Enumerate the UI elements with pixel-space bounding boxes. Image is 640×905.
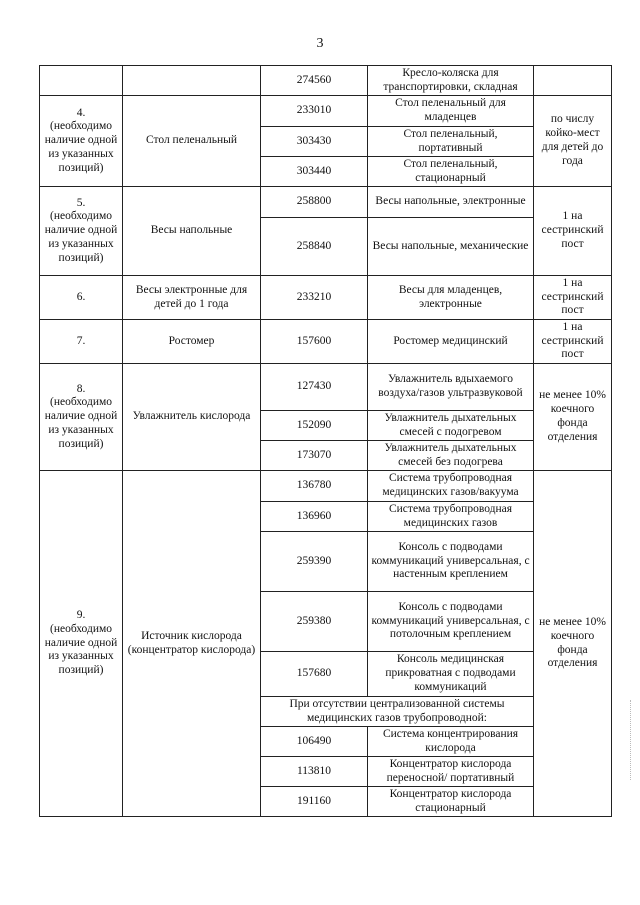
code-cell: 258840 bbox=[261, 218, 368, 276]
row-number: 9. bbox=[76, 609, 86, 621]
code-cell: 303440 bbox=[261, 157, 368, 187]
row-number-cell bbox=[40, 364, 123, 471]
table-row bbox=[40, 471, 612, 502]
device-cell: Источник кислорода (концентратор кислорода) bbox=[123, 471, 261, 817]
code-cell: 106490 bbox=[261, 727, 368, 757]
device-cell: Весы электронные для детей до 1 года bbox=[123, 276, 261, 320]
row-number-cell bbox=[40, 96, 123, 187]
name-cell: Весы для младенцев, электронные bbox=[368, 276, 534, 320]
row-number-cell: 6. bbox=[40, 276, 123, 320]
scan-edge-mark bbox=[630, 700, 634, 780]
table-row bbox=[40, 66, 612, 96]
row-number: 5. bbox=[76, 196, 86, 209]
row-number-cell bbox=[40, 471, 123, 817]
subheader-cell: При отсутствии централизованной системы медицинских газов трубопроводной: bbox=[261, 697, 534, 727]
row-note: (необходимо наличие одной из указанных позиций) bbox=[44, 622, 118, 677]
table-row bbox=[40, 276, 612, 320]
name-cell: Весы напольные, электронные bbox=[368, 187, 534, 218]
name-cell: Стол пеленальный, стационарный bbox=[368, 157, 534, 187]
name-cell: Консоль с подводами коммуникаций универсальная, с потолочным креплением bbox=[368, 592, 534, 652]
row-note: (необходимо наличие одной из указанных позиций) bbox=[44, 120, 118, 174]
quantity-cell: не менее 10% коечного фонда отделения bbox=[534, 364, 612, 471]
code-cell: 173070 bbox=[261, 441, 368, 471]
code-cell: 233210 bbox=[261, 276, 368, 320]
device-cell: Увлажнитель кислорода bbox=[123, 364, 261, 471]
code-cell: 233010 bbox=[261, 96, 368, 127]
quantity-cell bbox=[534, 66, 612, 96]
name-cell: Кресло-коляска для транспортировки, складная bbox=[368, 66, 534, 96]
code-cell: 157680 bbox=[261, 652, 368, 697]
name-cell: Система концентрирования кислорода bbox=[368, 727, 534, 757]
device-cell: Весы напольные bbox=[123, 187, 261, 276]
name-cell: Ростомер медицинский bbox=[368, 320, 534, 364]
name-cell: Стол пеленальный, портативный bbox=[368, 127, 534, 157]
table-row bbox=[40, 96, 612, 127]
table-row bbox=[40, 364, 612, 411]
name-cell: Концентратор кислорода переносной/ портативный bbox=[368, 757, 534, 787]
code-cell: 259380 bbox=[261, 592, 368, 652]
code-cell: 274560 bbox=[261, 66, 368, 96]
table-row bbox=[40, 320, 612, 364]
page-number: 3 bbox=[316, 36, 324, 51]
row-number: 8. bbox=[76, 382, 86, 395]
name-cell: Концентратор кислорода стационарный bbox=[368, 787, 534, 817]
quantity-cell: 1 на сестринский пост bbox=[534, 276, 612, 320]
code-cell: 152090 bbox=[261, 411, 368, 441]
name-cell: Увлажнитель дыхательных смесей с подогревом bbox=[368, 411, 534, 441]
row-number: 4. bbox=[76, 106, 86, 119]
table-row bbox=[40, 187, 612, 218]
code-cell: 258800 bbox=[261, 187, 368, 218]
row-note: (необходимо наличие одной из указанных позиций) bbox=[44, 210, 118, 264]
quantity-cell: не менее 10% коечного фонда отделения bbox=[534, 471, 612, 817]
row-note: (необходимо наличие одной из указанных позиций) bbox=[44, 396, 118, 450]
code-cell: 136960 bbox=[261, 502, 368, 532]
code-cell: 157600 bbox=[261, 320, 368, 364]
code-cell: 127430 bbox=[261, 364, 368, 411]
code-cell: 303430 bbox=[261, 127, 368, 157]
name-cell: Система трубопроводная медицинских газов/вакуума bbox=[368, 471, 534, 502]
code-cell: 136780 bbox=[261, 471, 368, 502]
code-cell: 113810 bbox=[261, 757, 368, 787]
name-cell: Увлажнитель вдыхаемого воздуха/газов ультразвуковой bbox=[368, 364, 534, 411]
device-cell bbox=[123, 66, 261, 96]
quantity-cell: по числу койко-мест для детей до года bbox=[534, 96, 612, 187]
device-cell: Ростомер bbox=[123, 320, 261, 364]
equipment-table bbox=[39, 65, 612, 817]
row-number-cell: 7. bbox=[40, 320, 123, 364]
name-cell: Увлажнитель дыхательных смесей без подогрева bbox=[368, 441, 534, 471]
name-cell: Консоль с подводами коммуникаций универсальная, с настенным креплением bbox=[368, 532, 534, 592]
name-cell: Система трубопроводная медицинских газов bbox=[368, 502, 534, 532]
row-number-cell bbox=[40, 187, 123, 276]
row-number-cell bbox=[40, 66, 123, 96]
quantity-cell: 1 на сестринский пост bbox=[534, 320, 612, 364]
code-cell: 259390 bbox=[261, 532, 368, 592]
device-cell: Стол пеленальный bbox=[123, 96, 261, 187]
quantity-cell: 1 на сестринский пост bbox=[534, 187, 612, 276]
name-cell: Консоль медицинская прикроватная с подводами коммуникаций bbox=[368, 652, 534, 697]
code-cell: 191160 bbox=[261, 787, 368, 817]
name-cell: Стол пеленальный для младенцев bbox=[368, 96, 534, 127]
name-cell: Весы напольные, механические bbox=[368, 218, 534, 276]
